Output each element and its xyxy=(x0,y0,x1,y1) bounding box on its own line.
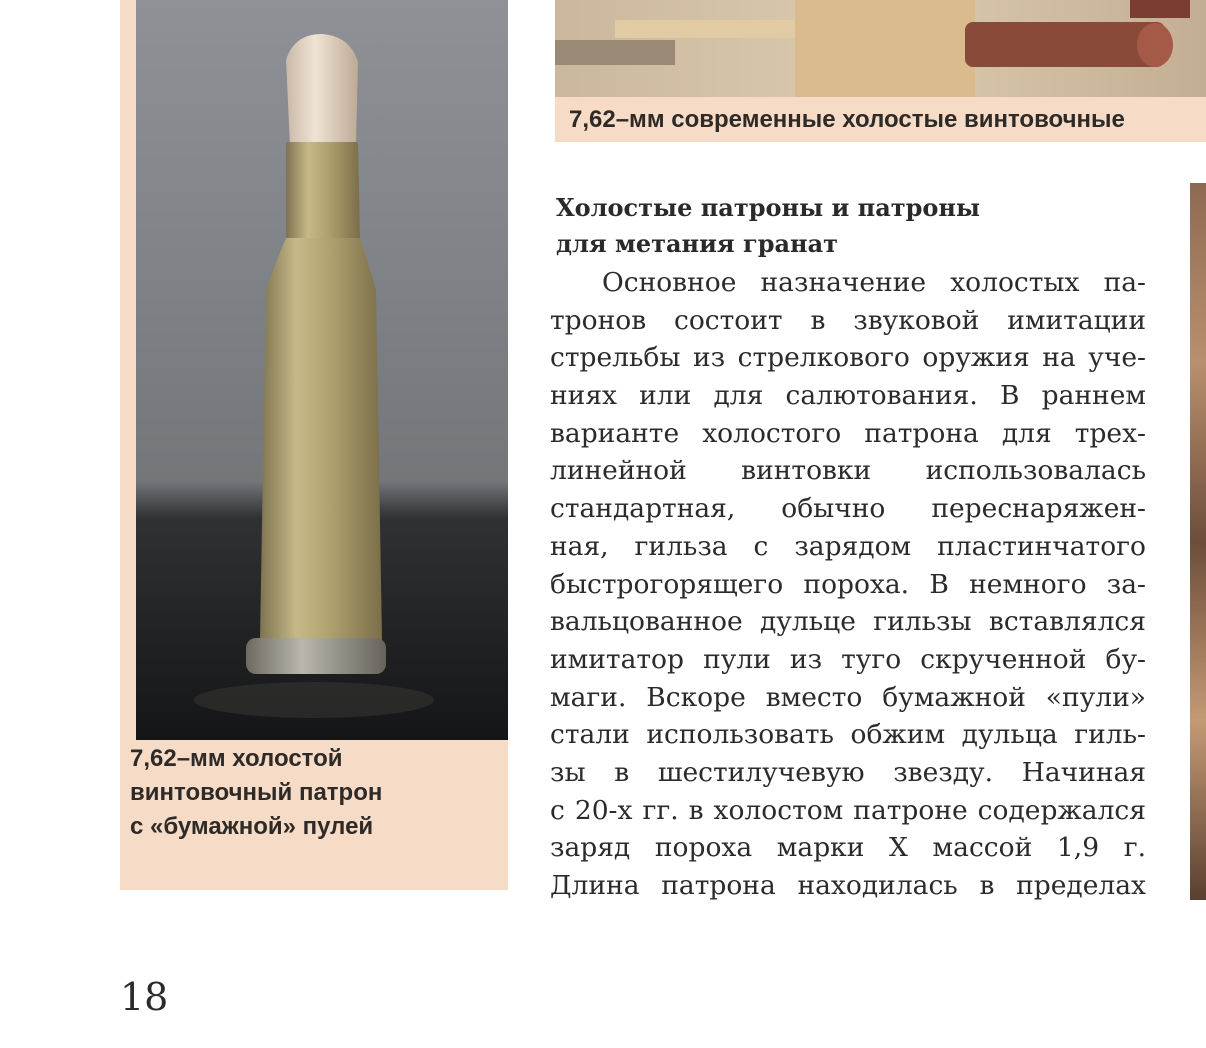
body-line: тронов состоит в звуковой имитации xyxy=(550,304,1146,336)
caption-line: с «бумажной» пулей xyxy=(130,813,374,840)
article-body xyxy=(550,264,1146,905)
body-line: Длина патрона находилась в пределах xyxy=(550,870,1146,901)
page-number: 18 xyxy=(120,975,169,1019)
heading-line: для метания гранат xyxy=(556,229,839,258)
body-line: стали использовать обжим дульца гиль- xyxy=(550,719,1146,751)
adjacent-photo-edge xyxy=(1190,183,1206,900)
caption-line: винтовочный патрон xyxy=(130,779,383,806)
modern-blanks-photo xyxy=(555,0,1206,97)
heading-line: Холостые патроны и патроны xyxy=(556,193,981,222)
body-line: стандартная, обычно переснаряжен- xyxy=(550,493,1146,525)
body-line: линейной винтовки использовалась xyxy=(550,455,1146,487)
body-line: Основное назначение холостых па- xyxy=(602,267,1146,298)
body-line: быстрогорящего пороха. В немного за- xyxy=(550,568,1146,600)
body-line: варианте холостого патрона для трех- xyxy=(550,417,1146,449)
body-line: ная, гильза с зарядом пластинчатого xyxy=(550,530,1146,562)
body-line: ниях или для салютования. В раннем xyxy=(550,380,1146,412)
modern-blanks-caption xyxy=(555,97,1206,142)
cartridge-photo xyxy=(120,0,508,740)
section-heading xyxy=(556,190,1076,262)
body-line: стрельбы из стрелкового оружия на уче- xyxy=(550,342,1146,374)
cartridge-photo-image xyxy=(136,0,508,740)
body-line: вальцованное дульце гильзы вставлялся xyxy=(550,606,1146,638)
body-line: имитатор пули из туго скрученной бу- xyxy=(550,643,1146,675)
body-line: маги. Вскоре вместо бумажной «пули» xyxy=(550,681,1146,713)
caption-line: 7,62–мм холостой xyxy=(130,745,343,772)
caption-text: 7,62–мм современные холостые винтовочные xyxy=(569,106,1125,133)
body-line: заряд пороха марки Х массой 1,9 г. xyxy=(550,832,1146,864)
body-line: с 20-х гг. в холостом патроне содержался xyxy=(550,794,1146,826)
body-line: зы в шестилучевую звезду. Начиная xyxy=(550,756,1146,788)
modern-blanks-photo-image xyxy=(555,0,1206,97)
cartridge-photo-caption xyxy=(120,740,508,890)
